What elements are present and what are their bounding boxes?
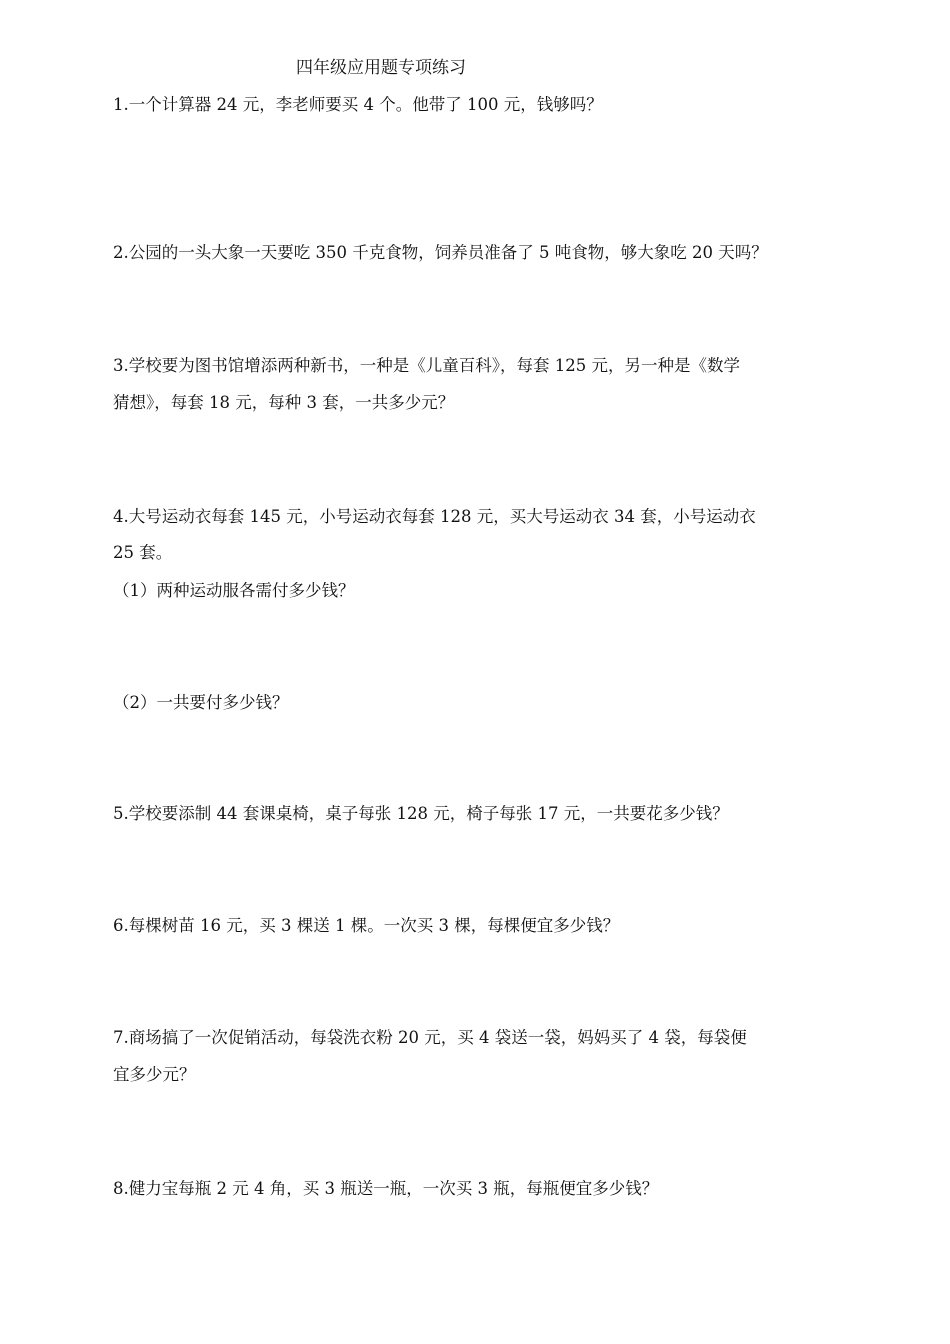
question-7-line-1: 7.商场搞了一次促销活动，每袋洗衣粉 20 元，买 4 袋送一袋，妈妈买了 4 袋，每袋便 xyxy=(113,1028,747,1047)
question-3-line-2: 猜想》，每套 18 元，每种 3 套，一共多少元？ xyxy=(113,393,455,412)
question-6: 6.每棵树苗 16 元，买 3 棵送 1 棵。一次买 3 棵，每棵便宜多少钱？ xyxy=(113,916,620,935)
question-4-line-2: 25 套。 xyxy=(113,543,173,562)
question-3-line-1: 3.学校要为图书馆增添两种新书，一种是《儿童百科》，每套 125 元，另一种是《数学 xyxy=(113,356,740,375)
question-4-line-1: 4.大号运动衣每套 145 元，小号运动衣每套 128 元，买大号运动衣 34 套，小号运动衣 xyxy=(113,507,756,526)
question-5: 5.学校要添制 44 套课桌椅，桌子每张 128 元，椅子每张 17 元，一共要花多少钱？ xyxy=(113,804,729,823)
question-4-sub-1: （1）两种运动服各需付多少钱？ xyxy=(113,581,355,600)
question-8: 8.健力宝每瓶 2 元 4 角，买 3 瓶送一瓶，一次买 3 瓶，每瓶便宜多少钱？ xyxy=(113,1179,659,1198)
question-1: 1.一个计算器 24 元，李老师要买 4 个。他带了 100 元，钱够吗？ xyxy=(113,95,603,114)
question-7-line-2: 宜多少元？ xyxy=(113,1065,196,1084)
question-4-sub-2: （2）一共要付多少钱？ xyxy=(113,693,289,712)
question-2: 2.公园的一头大象一天要吃 350 千克食物，饲养员准备了 5 吨食物，够大象吃 20 天吗？ xyxy=(113,243,768,262)
page-title: 四年级应用题专项练习 xyxy=(296,58,466,78)
